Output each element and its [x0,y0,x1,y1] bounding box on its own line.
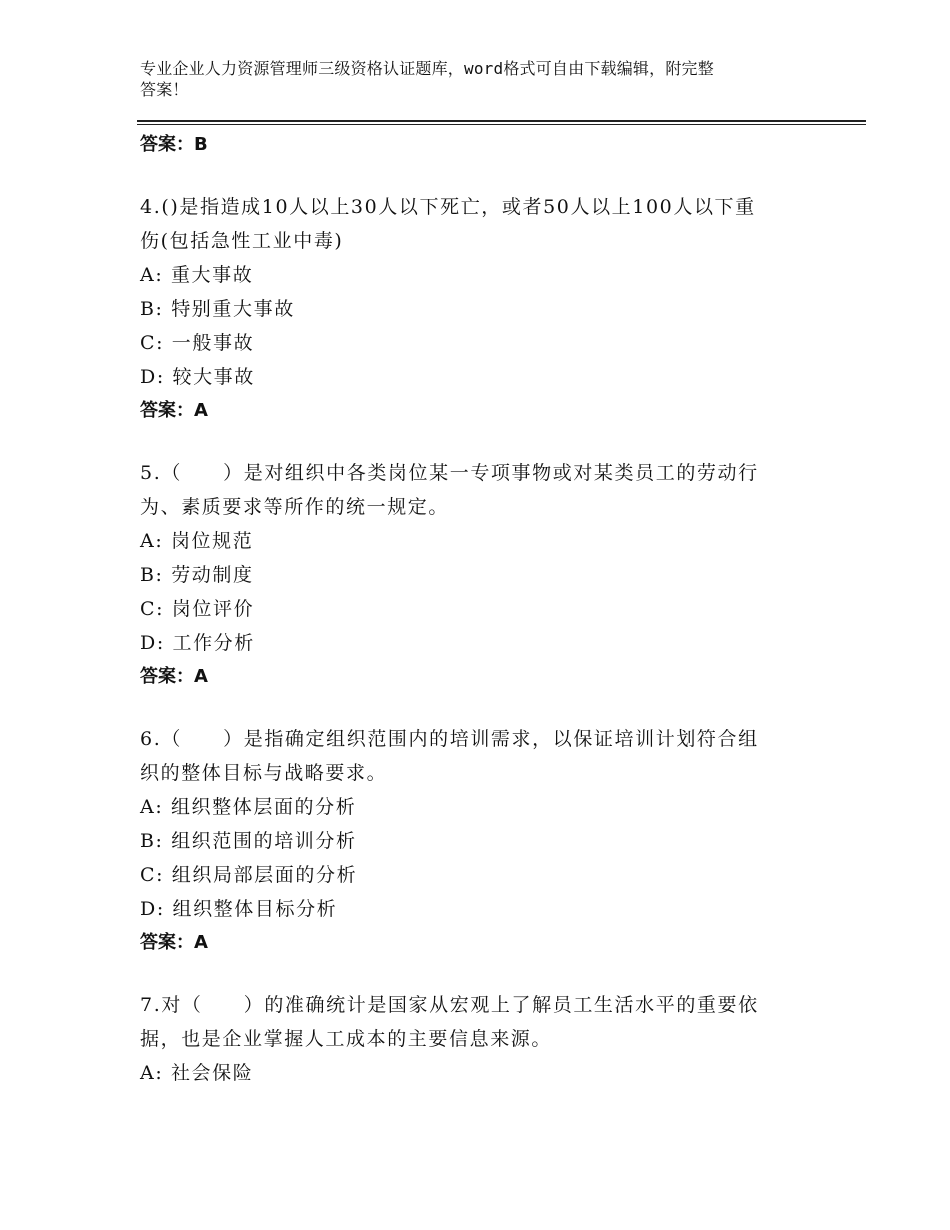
option-c: C: 岗位评价 [140,598,255,620]
question-text-line-1: 7.对（ ）的准确统计是国家从宏观上了解员工生活水平的重要依 [140,994,759,1016]
question-text-line-1: 6.（ ）是指确定组织范围内的培训需求，以保证培训计划符合组 [140,728,759,750]
question-4 [140,190,800,428]
option-b: B: 特别重大事故 [140,298,295,320]
question-answer: 答案：A [140,932,208,953]
option-d: D: 组织整体目标分析 [140,898,338,920]
question-text [140,988,800,1056]
option-c: C: 组织局部层面的分析 [140,864,358,886]
question-text-line-1: 5.（ ）是对组织中各类岗位某一专项事物或对某类员工的劳动行 [140,462,759,484]
question-7 [140,988,800,1090]
question-answer: 答案：A [140,666,208,687]
option-a: A: 社会保险 [140,1062,254,1084]
header-line-2: 答案！ [140,80,189,99]
previous-answer: 答案：B [140,134,208,155]
question-text [140,722,800,790]
header-line-1: 专业企业人力资源管理师三级资格认证题库，word格式可自由下载编辑，附完整 [140,59,714,78]
option-b: B: 组织范围的培训分析 [140,830,357,852]
option-a: A: 岗位规范 [140,530,254,552]
question-text-line-2: 据，也是企业掌握人工成本的主要信息来源。 [140,1028,553,1050]
option-a: A: 组织整体层面的分析 [140,796,357,818]
question-6 [140,722,800,960]
header-divider-thick [137,120,866,122]
question-text [140,456,800,524]
option-d: D: 较大事故 [140,366,255,388]
question-list [140,128,800,1090]
option-a: A: 重大事故 [140,264,254,286]
question-5 [140,456,800,694]
header-divider-thin [137,124,866,125]
option-c: C: 一般事故 [140,332,255,354]
question-text-line-1: 4.()是指造成10人以上30人以下死亡，或者50人以上100人以下重 [140,196,756,218]
document-header [140,58,800,100]
question-text-line-2: 织的整体目标与战略要求。 [140,762,388,784]
question-text [140,190,800,258]
option-d: D: 工作分析 [140,632,255,654]
question-answer: 答案：A [140,400,208,421]
option-b: B: 劳动制度 [140,564,254,586]
question-text-line-2: 伤(包括急性工业中毒) [140,230,344,252]
question-text-line-2: 为、素质要求等所作的统一规定。 [140,496,450,518]
